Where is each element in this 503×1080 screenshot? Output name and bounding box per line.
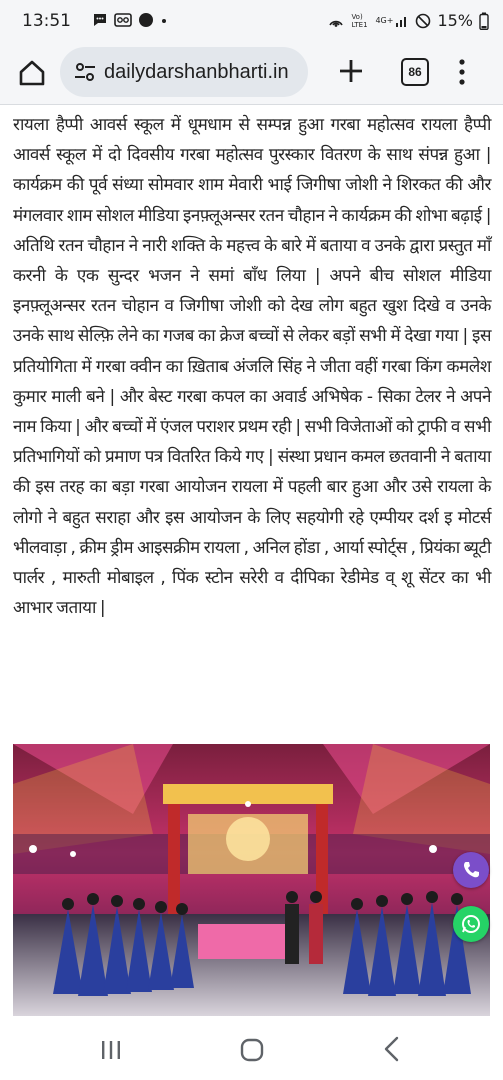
chat-bubble-icon — [92, 12, 108, 28]
home-icon[interactable] — [16, 57, 48, 89]
whatsapp-icon — [460, 913, 482, 935]
more-vert-icon[interactable] — [455, 58, 469, 86]
status-bar — [0, 0, 503, 42]
notification-icons — [92, 12, 168, 28]
signal-icon — [395, 14, 409, 28]
battery-icon — [479, 12, 489, 30]
system-navigation-bar — [0, 1018, 503, 1080]
garba-event-photo — [13, 744, 490, 1016]
network-type: 4G+ — [375, 16, 394, 25]
system-status — [327, 11, 489, 30]
status-time: 13:51 — [22, 11, 71, 31]
record-dot-icon — [138, 12, 154, 28]
tune-icon[interactable] — [72, 59, 98, 85]
battery-percent: 15% — [437, 11, 473, 30]
voicemail-icon — [114, 12, 132, 28]
plus-icon[interactable] — [336, 56, 366, 86]
nav-home-icon[interactable] — [240, 1038, 264, 1062]
hotspot-icon — [327, 13, 345, 29]
tab-switcher-button[interactable]: 86 — [401, 58, 429, 86]
network-label: Vo) LTE1 — [351, 12, 368, 29]
whatsapp-button[interactable] — [453, 906, 489, 942]
article-photo[interactable] — [13, 744, 490, 1016]
recent-apps-icon[interactable] — [100, 1040, 122, 1060]
address-bar[interactable] — [60, 47, 308, 97]
back-icon[interactable] — [382, 1036, 402, 1062]
small-dot-icon — [160, 12, 168, 28]
viber-phone-icon — [460, 859, 482, 881]
viber-button[interactable] — [453, 852, 489, 888]
article-paragraph: रायला हैप्पी आवर्स स्कूल में धूमधाम से सम्पन्न हुआ गरबा महोत्सव रायला हैप्पी आवर्स स्कूल में दो दिवसीय गरबा महोत्सव पुरस्कार वितरण के साथ संपन्न हुआ | कार्यक्रम की पूर्व संध्या सोमवार शाम मेवारी भाई जिगीषा जोशी ने शिरकत की और मंगलवार शाम सोशल मीडिया इनफ़्लूअन्सर रतन चौहान ने कार्यक्रम की शोभा बढ़ाई | अतिथि रतन चौहान ने नारी शक्ति के महत्त्व के बारे में बताया व उनके द्वारा प्रस्तुत माँ करनी के एक सुन्दर भजन ने समां बाँध लिया | अपने बीच सोशल मीडिया इनफ़्लूअन्सर रतन चोहान व जिगीषा जोशी को देख लोग बहुत खुश दिखे व उनके उनके साथ सेल्फ़ि लेने का गजब का क्रेज बच्चों से लेकर बड़ों सभी में देखा गया | इस प्रतियोगिता में गरबा क्वीन का ख़िताब अंजलि सिंह ने जीता वहीं गरबा किंग कमलेश कुमार माली बने | और बेस्ट गरबा कपल का अवार्ड अभिषेक - सिका टेलर ने अपने नाम किया | और बच्चों में एंजल पराशर प्रथम रही | सभी विजेताओं को ट्राफी व सभी प्रतिभागियों को प्रमाण पत्र वितरित किये गए | संस्था प्रधान कमल छतवानी ने बताया की इस तरह का बड़ा गरबा आयोजन रायला में पहली बार हुआ और उसे रायला के लोगो ने बहुत सराहा और इस आयोजन के लिए सहयोगी रहे एम्पीयर दर्श इ मोटर्स भीलवाड़ा , क्रीम ड्रीम आइसक्रीम रायला , अनिल होंडा , आर्या स्पोर्ट्स , प्रियंका ब्यूटी पार्लर , मारुती मोबाइल , पिंक स्टोन सरेरी व दीपिका रेडीमेड व् शू सेंटर का भी आभार जताया | — [13, 115, 491, 619]
url-text: dailydarshanbharti.in — [104, 60, 289, 83]
article-body — [13, 110, 491, 623]
do-not-disturb-icon — [415, 13, 431, 29]
browser-toolbar — [0, 42, 503, 105]
